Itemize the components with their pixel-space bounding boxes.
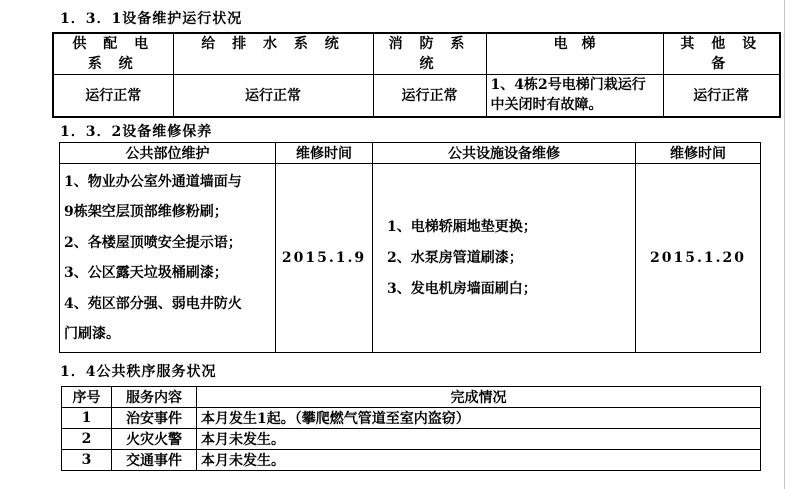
table-header-row	[62, 387, 761, 408]
list-item: 2、各楼屋顶喷安全提示语；	[64, 234, 242, 251]
table-header-row	[60, 143, 761, 164]
status-fire-protection: 运行正常	[373, 75, 486, 117]
list-item: 1、电梯轿厢地垫更换；	[387, 218, 537, 235]
row-service: 交通事件	[112, 450, 197, 471]
header-power-supply: 供 配 电 系 统	[53, 33, 173, 75]
row-service: 火灾火警	[112, 429, 197, 450]
header-service-content: 服务内容	[112, 387, 197, 408]
header-public-area: 公共部位维护	[60, 143, 276, 164]
public-facilities-date: 2015.1.20	[636, 164, 761, 353]
table-row	[62, 450, 761, 471]
section-title-equipment-status: 1．3．1设备维护运行状况	[60, 11, 243, 27]
public-facilities-items	[373, 164, 636, 353]
section-title-maintenance: 1．3．2设备维修保养	[60, 124, 213, 140]
header-repair-date-2: 维修时间	[636, 143, 761, 164]
header-water-supply: 给 排 水 系 统	[173, 33, 373, 75]
section-title-public-order: 1．4公共秩序服务状况	[60, 364, 217, 380]
header-serial-no: 序号	[62, 387, 112, 408]
page-right-border	[784, 0, 785, 489]
header-public-facilities: 公共设施设备维修	[373, 143, 636, 164]
row-status: 本月未发生。	[197, 450, 761, 471]
equipment-status-table	[52, 32, 781, 118]
status-power-supply: 运行正常	[53, 75, 173, 117]
table-row	[53, 75, 780, 117]
public-order-table	[61, 386, 761, 471]
table-header-row	[53, 33, 780, 75]
table-row	[60, 164, 761, 353]
list-item: 门刷漆。	[64, 326, 120, 342]
table-row	[62, 408, 761, 429]
list-item: 3、公区露天垃圾桶刷漆；	[64, 265, 228, 281]
table-row	[62, 429, 761, 450]
row-no: 1	[62, 408, 112, 429]
row-service: 治安事件	[112, 408, 197, 429]
list-item: 3、发电机房墙面刷白；	[387, 280, 537, 297]
status-elevator: 1、4栋2号电梯门栽运行中关闭时有故障。	[486, 75, 663, 117]
row-status: 本月未发生。	[197, 429, 761, 450]
list-item: 2、水泵房管道刷漆；	[387, 249, 523, 266]
public-area-items	[60, 164, 276, 353]
status-other-equipment: 运行正常	[663, 75, 780, 117]
status-water-supply: 运行正常	[173, 75, 373, 117]
row-no: 2	[62, 429, 112, 450]
header-elevator: 电 梯	[486, 33, 663, 75]
header-repair-date-1: 维修时间	[276, 143, 373, 164]
list-item: 4、苑区部分强、弱电井防火	[64, 295, 242, 312]
row-status: 本月发生1起。（攀爬燃气管道至室内盗窃）	[197, 408, 761, 429]
header-fire-protection: 消 防 系 统	[373, 33, 486, 75]
maintenance-table	[59, 142, 761, 353]
list-item: 1、物业办公室外通道墙面与	[64, 173, 242, 190]
list-item: 9栋架空层顶部维修粉刷；	[64, 204, 228, 220]
header-other-equipment: 其 他 设 备	[663, 33, 780, 75]
public-area-date: 2015.1.9	[276, 164, 373, 353]
row-no: 3	[62, 450, 112, 471]
header-completion-status: 完成情况	[197, 387, 761, 408]
